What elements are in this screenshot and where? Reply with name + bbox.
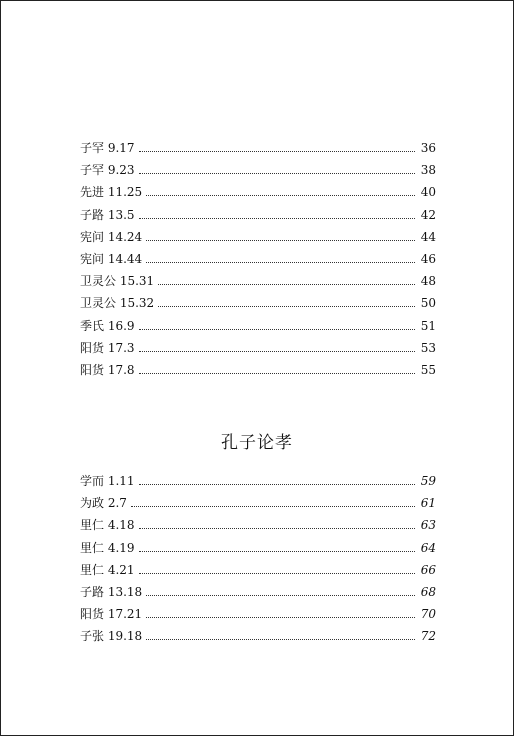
toc-entry-label: 子张 19.18 bbox=[80, 629, 143, 644]
toc-entry-page: 59 bbox=[420, 474, 436, 488]
toc-entry-label: 阳货 17.21 bbox=[80, 607, 143, 622]
toc-entry-page: 68 bbox=[420, 584, 436, 599]
toc-entry-label: 卫灵公 15.32 bbox=[80, 296, 155, 311]
toc-entry[interactable] bbox=[80, 625, 436, 647]
dot-leader bbox=[139, 329, 415, 330]
toc-entry[interactable] bbox=[80, 270, 436, 292]
toc-entry[interactable] bbox=[80, 181, 436, 203]
dot-leader bbox=[146, 595, 415, 596]
toc-entry-label: 里仁 4.19 bbox=[80, 540, 135, 555]
dot-leader bbox=[139, 173, 415, 174]
toc-entry-page: 70 bbox=[420, 607, 436, 622]
toc-list-bottom bbox=[80, 470, 436, 648]
toc-list-top bbox=[80, 137, 436, 381]
toc-entry-page: 63 bbox=[420, 518, 436, 533]
toc-entry[interactable] bbox=[80, 514, 436, 536]
toc-entry[interactable] bbox=[80, 292, 436, 314]
toc-entry[interactable] bbox=[80, 603, 436, 625]
toc-entry-page: 64 bbox=[420, 540, 436, 555]
dot-leader bbox=[139, 573, 415, 574]
dot-leader bbox=[146, 262, 415, 263]
toc-entry-page: 44 bbox=[420, 229, 436, 244]
toc-entry-label: 卫灵公 15.31 bbox=[80, 274, 155, 289]
toc-entry[interactable] bbox=[80, 359, 436, 381]
toc-entry[interactable] bbox=[80, 559, 436, 581]
toc-entry-page: 53 bbox=[420, 340, 436, 355]
toc-entry-page: 50 bbox=[420, 296, 436, 311]
toc-entry-page: 55 bbox=[420, 362, 436, 377]
dot-leader bbox=[139, 528, 415, 529]
toc-entry-page: 42 bbox=[420, 207, 436, 222]
dot-leader bbox=[139, 151, 415, 152]
toc-entry-page: 36 bbox=[420, 141, 436, 155]
dot-leader bbox=[146, 617, 415, 618]
dot-leader bbox=[158, 284, 415, 285]
toc-entry-page: 46 bbox=[420, 251, 436, 266]
toc-entry-label: 阳货 17.3 bbox=[80, 340, 135, 355]
toc-entry[interactable] bbox=[80, 492, 436, 514]
dot-leader bbox=[158, 306, 415, 307]
toc-entry-label: 里仁 4.21 bbox=[80, 562, 135, 577]
toc-entry-label: 子路 13.5 bbox=[80, 207, 135, 222]
toc-entry[interactable] bbox=[80, 226, 436, 248]
toc-entry[interactable] bbox=[80, 315, 436, 337]
dot-leader bbox=[139, 373, 415, 374]
dot-leader bbox=[146, 195, 415, 196]
toc-entry[interactable] bbox=[80, 337, 436, 359]
toc-entry-label: 学而 1.11 bbox=[80, 474, 135, 488]
toc-entry[interactable] bbox=[80, 204, 436, 226]
toc-entry-page: 48 bbox=[420, 274, 436, 289]
toc-entry[interactable] bbox=[80, 470, 436, 492]
toc-entry-label: 宪问 14.44 bbox=[80, 251, 143, 266]
dot-leader bbox=[131, 506, 415, 507]
toc-entry[interactable] bbox=[80, 159, 436, 181]
toc-entry[interactable] bbox=[80, 137, 436, 159]
toc-entry-page: 72 bbox=[420, 629, 436, 644]
toc-entry-label: 宪问 14.24 bbox=[80, 229, 143, 244]
toc-entry-label: 先进 11.25 bbox=[80, 185, 143, 200]
toc-entry-page: 66 bbox=[420, 562, 436, 577]
toc-entry-label: 子罕 9.17 bbox=[80, 141, 135, 155]
toc-entry-label: 里仁 4.18 bbox=[80, 518, 135, 533]
dot-leader bbox=[146, 639, 415, 640]
toc-entry[interactable] bbox=[80, 537, 436, 559]
toc-entry-label: 为政 2.7 bbox=[80, 496, 127, 511]
toc-entry[interactable] bbox=[80, 248, 436, 270]
toc-entry-label: 季氏 16.9 bbox=[80, 318, 135, 333]
toc-entry-page: 51 bbox=[420, 318, 436, 333]
toc-entry-label: 子路 13.18 bbox=[80, 584, 143, 599]
toc-entry-page: 38 bbox=[420, 163, 436, 178]
toc-entry-page: 61 bbox=[420, 496, 436, 511]
dot-leader bbox=[139, 218, 415, 219]
toc-entry[interactable] bbox=[80, 581, 436, 603]
toc-entry-label: 阳货 17.8 bbox=[80, 362, 135, 377]
dot-leader bbox=[139, 551, 415, 552]
toc-entry-page: 40 bbox=[420, 185, 436, 200]
dot-leader bbox=[146, 240, 415, 241]
dot-leader bbox=[139, 484, 415, 485]
dot-leader bbox=[139, 351, 415, 352]
section-heading: 孔子论孝 bbox=[221, 433, 293, 453]
toc-entry-label: 子罕 9.23 bbox=[80, 163, 135, 178]
